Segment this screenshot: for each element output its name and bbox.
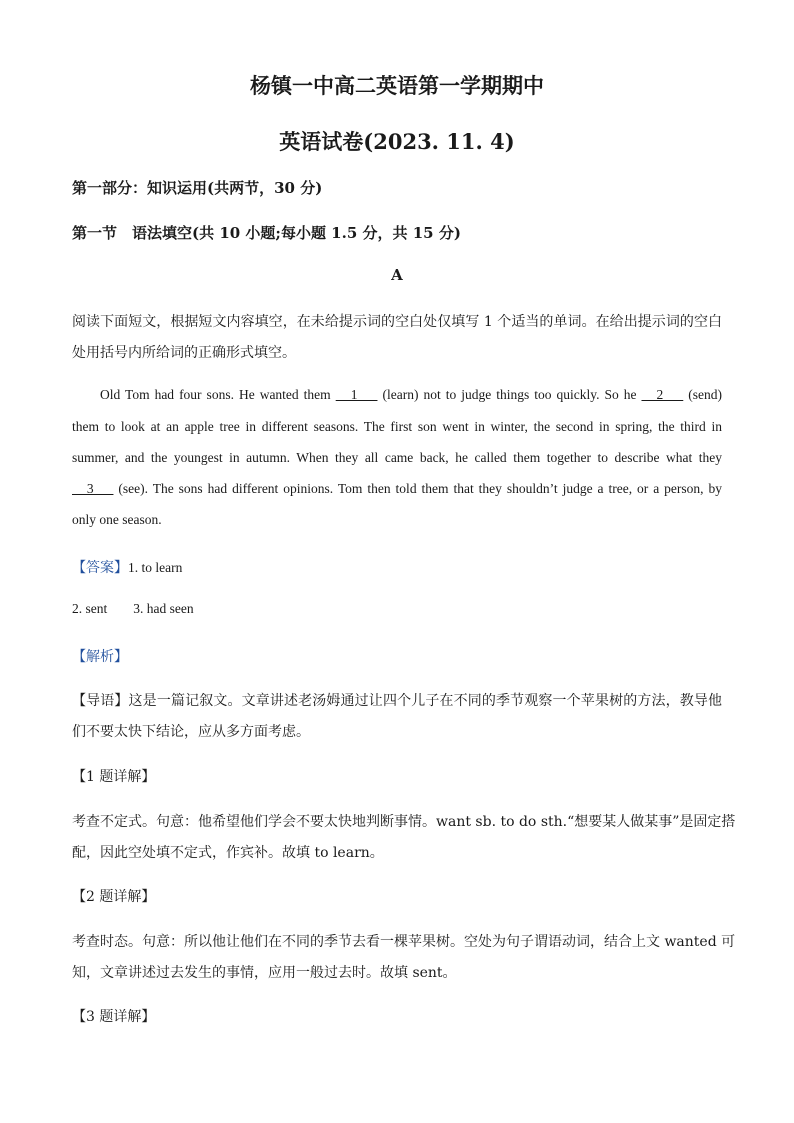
- instructions-line-2: 处用括号内所给词的正确形式填空。: [72, 345, 296, 361]
- passage-text: (see). The sons had different opinions. Tom then told them that they shouldn’t judge a tree, or a person, by: [113, 481, 723, 496]
- answer-row-2: [72, 601, 722, 617]
- passage-text: (learn) not to judge things too quickly. So he: [377, 387, 642, 402]
- q2-heading: 【2 题详解】: [72, 889, 156, 905]
- intro-tag: 【导语】: [72, 693, 129, 709]
- q2-line-2: 知，文章讲述过去发生的事情，应用一般过去时。故填 sent。: [72, 965, 457, 981]
- q1-line-1: 考查不定式。句意：他希望他们学会不要太快地判断事情。want sb. to do sth.“想要某人做某事”是固定搭: [72, 814, 736, 830]
- part-heading: 第一部分：知识运用(共两节，30 分): [72, 179, 323, 197]
- answer-row: [72, 557, 722, 577]
- passage-line-1: [100, 387, 722, 403]
- analysis-tag: 【解析】: [72, 649, 128, 665]
- answer-1: 1. to learn: [128, 560, 183, 575]
- intro-line-2: 们不要太快下结论，应从多方面考虑。: [72, 724, 310, 740]
- section-heading: 第一节 语法填空(共 10 小题;每小题 1.5 分，共 15 分): [72, 224, 461, 242]
- blank-2: 2: [641, 387, 684, 402]
- q3-heading: 【3 题详解】: [72, 1009, 156, 1025]
- blank-1: 1: [335, 387, 378, 402]
- passage-text: Old Tom had four sons. He wanted them: [100, 387, 336, 402]
- passage-line-3: summer, and the youngest in autumn. When they all came back, he called them together to describe what they: [72, 450, 722, 465]
- passage-line-5: only one season.: [72, 512, 162, 527]
- passage-letter: A: [391, 266, 403, 284]
- intro-line-1: [72, 690, 722, 710]
- answer-tag: 【答案】: [72, 560, 128, 576]
- passage-line-2: them to look at an apple tree in different seasons. The first son went in winter, the second in spring, the third in: [72, 419, 722, 434]
- q1-heading: 【1 题详解】: [72, 769, 156, 785]
- exam-subtitle: 英语试卷(2023. 11. 4): [279, 129, 515, 154]
- passage-line-4: [72, 481, 722, 497]
- answer-3: 3. had seen: [133, 601, 194, 616]
- blank-3: 3: [72, 481, 114, 496]
- q1-line-2: 配，因此空处填不定式，作宾补。故填 to learn。: [72, 845, 384, 861]
- instructions-line-1: 阅读下面短文，根据短文内容填空，在未给提示词的空白处仅填写 1 个适当的单词。在给出提示词的空白: [72, 314, 722, 330]
- passage-text: (send): [683, 387, 723, 402]
- answer-2: 2. sent: [72, 601, 108, 616]
- intro-text: 这是一篇记叙文。文章讲述老汤姆通过让四个儿子在不同的季节观察一个苹果树的方法，教导他: [128, 693, 723, 709]
- q2-line-1: 考查时态。句意：所以他让他们在不同的季节去看一棵苹果树。空处为句子谓语动词，结合上文 wanted 可: [72, 934, 736, 950]
- exam-title: 杨镇一中高二英语第一学期期中: [250, 73, 544, 98]
